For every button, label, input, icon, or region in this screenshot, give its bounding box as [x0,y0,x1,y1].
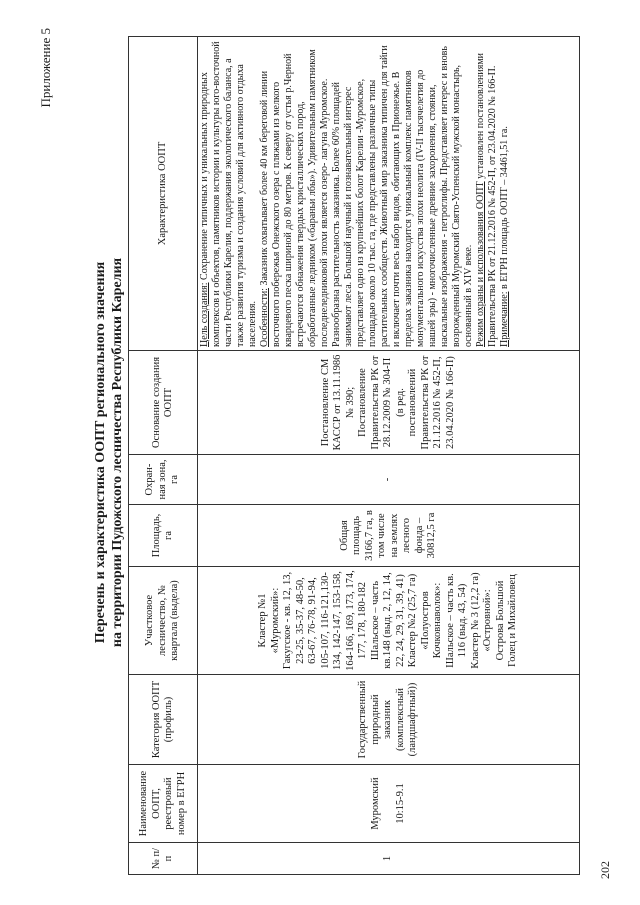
page-title [92,0,126,905]
features-label: Особенности: [259,288,270,347]
title-line-2: на территории Пудожского лесничества Республики Карелия [110,257,125,648]
header-buffer: Охран-ная зона, га [129,455,198,505]
cell-district: Кластер №1 «Муромский»: Гакугское - кв. 12, 13, 23-25, 35-37, 48-50, 63-67, 76-78, 91-94, 105-107, 116-121,130-134, 142-147, 153-158, 164-166, 169, 173, 174, 177, 178, 180-182 Шальское – часть кв.148 (выд. 2, 12, 14, 22, 24, 29, 31, 39, 41) Кластер №2 (25,7 га) «Полуостров Кочковнаволок»: Шальское – часть кв. 116 (выд. 43, 54) Кластер № 3 (12,2 га) «Островной»: Острова Большой Голец и Михайловец [198,567,580,675]
cell-category: Государственный природный заказник (комплексный (ландшафтный)) [198,675,580,765]
header-name: Наименование ООПТ, реестровый номер в ЕГРН [129,765,198,843]
header-area: Площадь, га [129,505,198,567]
purpose-text: Сохранение типичных и уникальных природных комплексов и объектов, памятников истории и культуры юго-восточной части Республики Карелия, поддержания экологического баланса, а также развития туризма и создания условий для активного отдыха населения. [199,41,258,347]
cell-buffer: - [198,455,580,505]
cell-num: 1 [198,843,580,875]
oopt-reg-number: 10:15-9.1 [394,783,406,824]
header-basis: Основание создания ООПТ [129,351,198,455]
title-line-1: Перечень и характеристика ООПТ регионального значения [93,261,108,644]
regime-text: установлен постановлениями Правительства РК от 21.12.2016 № 452-П, от 23.04.2020 № 166-П. [475,52,498,347]
oopt-name: Муромский [369,777,381,830]
note-text: в ЕГРН площадь ООПТ – 34461,51 га. [499,126,510,292]
oopt-table [128,36,580,875]
cell-name [198,765,580,843]
regime-label: Режим охраны и использования ООПТ [475,181,486,347]
appendix-label: Приложение 5 [38,28,53,108]
cell-basis: Постановление СМ КАССР от 13.11.1986 № 390; Постановление Правительства РК от 28.12.2009 № 304-П (в ред. постановлений Правительства РК от 21.12.2016 № 452-П, 23.04.2020 № 166-П) [198,351,580,455]
page-number: 202 [598,861,612,879]
purpose-label: Цель создания: [199,282,210,347]
features-text: Заказник охватывает более 40 км береговой линии восточного побережья Онежского озера с пляжами из мелкого кварцевого песка шириной до 80 метров. К северу от устья р.Черной встречаются обнажения твердых кристаллических пород, обработанные ледником («бараньи лбы»). Удивительным памятником последнеледниковой эпохи является озеро- лагуна Муромское. Разнообразна растительность заказника. Более 60% площадей занимают леса. Большой научный и познавательный интерес представляет одно из крупнейших болот Карелии -Муромское, площадью около 10 тыс. га, где представлены различные типы растительных сообществ. Животный мир заказника типичен для тайги и включает почти весь набор видов, обитающих в Прионежье. В пределах заказника находится уникальный комплекс памятников монументального искусства эпохи неолита (IV-II тысячелетия до нашей эры) - многочисленные древние захоронения, стоянки, наскальные изображения - петроглифы. Представляет интерес и вновь возрожденный Муромский Свято-Успенский мужской монастырь, основанный в XIV веке. [259,45,474,347]
header-characteristic: Характеристика ООПТ [129,37,198,351]
table-header-row [129,37,198,875]
note-label: Примечание: [499,291,510,347]
table-row [198,37,580,875]
cell-area: Общая площадь 3166,7 га, в том числе на землях лесного фонда – 30812,5 га [198,505,580,567]
cell-characteristic [198,37,580,351]
header-district: Участковое лесничество, № квартала (выдела) [129,567,198,675]
header-category: Категория ООПТ (профиль) [129,675,198,765]
header-num: № п/п [129,843,198,875]
